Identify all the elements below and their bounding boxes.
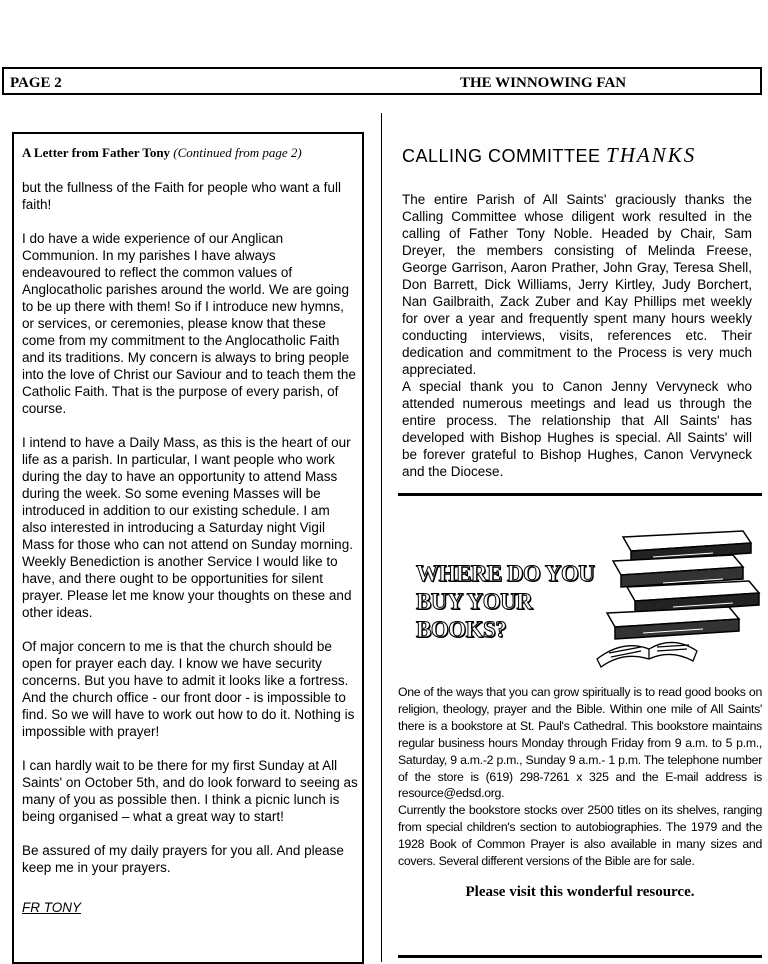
letter-paragraph: I do have a wide experience of our Anglican Communion. In my parishes I have always endeavoured to reflect the common values of Anglocatholic parishes around the world. We are going to be up there with them! So if I introduce new hymns, or services, or ceremonies, please know that these come from my commitment to the Anglocatholic Faith and its traditions. My concern is always to bring people into the love of Christ our Saviour and to teach them the Catholic Faith. That is the purpose of every parish, of course.: [22, 231, 356, 416]
books-paragraph: Currently the bookstore stocks over 2500 titles on its shelves, ranging from special children's section to autobiographies. The 1979 and the 1928 Book of Common Prayer is also available in many sizes and covers. Several different versions of the Bible are for sale.: [398, 803, 762, 869]
calling-committee-heading: [402, 143, 696, 168]
books-heading: [416, 560, 594, 644]
letter-paragraph: I can hardly wait to be there for my first Sunday at All Saints' on October 5th, and do look forward to seeing as many of you as possible then. I think a picnic lunch is being organised – what a great way to start!: [22, 758, 358, 824]
stack-of-books-icon: [593, 527, 765, 672]
letter-paragraph: I intend to have a Daily Mass, as this is the heart of our life as a parish. In particular, I want people who work during the day to have an opportunity to attend Mass during the week. So some evening Masses will be introduced in addition to our existing schedule. I am also interested in introducing a Saturday night Vigil Mass for those who can not attend on Sunday morning. Weekly Benediction is another Service I would like to have, and there ought to be opportunities for silent prayer. Please let me know your thoughts on these and other ideas.: [22, 435, 353, 620]
letter-paragraph: Of major concern to me is that the church should be open for prayer each day. I know we have security concerns. But you have to admit it looks like a fortress. And the church office - our front door - is impossible to find. So we will have to work out how to do it. Nothing is impossible with prayer!: [22, 639, 355, 739]
books-body: [398, 684, 762, 870]
continued-note: (Continued from page 2): [173, 145, 302, 160]
letter-paragraph: but the fullness of the Faith for people who want a full faith!: [22, 180, 341, 212]
letter-title: [22, 144, 358, 161]
page-number: PAGE 2: [10, 75, 62, 91]
letter-title-text: A Letter from Father Tony: [22, 145, 171, 160]
section-rule: [398, 955, 762, 958]
newsletter-title: THE WINNOWING FAN: [460, 75, 627, 91]
books-paragraph: One of the ways that you can grow spiritually is to read good books on religion, theology, prayer and the Bible. Within one mile of All Saints' there is a bookstore at St. Paul's Cathedral. This bookstore maintains regular business hours Monday through Friday from 9 a.m. to 5 p.m., Saturday, 9 a.m.-2 p.m., Sunday 9 a.m.- 1 p.m. The telephone number of the store is (619) 298-7261 x 325 and the E-mail address is resource@edsd.org.: [398, 685, 762, 801]
books-heading-line: BOOKS?: [416, 617, 507, 642]
letter-signoff[interactable]: FR TONY: [22, 900, 82, 915]
letter-box: [12, 132, 364, 964]
calling-paragraph: A special thank you to Canon Jenny Vervyneck who attended numerous meetings and lead us through the entire process. The relationship that All Saints' has developed with Bishop Hughes is special. All Saints' will be forever grateful to Bishop Hughes, Canon Vervyneck and the Diocese.: [402, 379, 752, 479]
letter-content: [22, 144, 358, 916]
books-closing: Please visit this wonderful resource.: [465, 884, 695, 900]
books-heading-line: WHERE DO YOU: [416, 561, 595, 586]
letter-paragraph: Be assured of my daily prayers for you all. And please keep me in your prayers.: [22, 843, 344, 875]
books-heading-line: BUY YOUR: [416, 589, 533, 614]
column-divider: [381, 113, 382, 962]
page-header: [2, 67, 762, 95]
calling-committee-body: [402, 191, 752, 480]
calling-heading-accent: THANKS: [606, 143, 697, 167]
calling-paragraph: The entire Parish of All Saints' graciously thanks the Calling Committee whose diligent work resulted in the calling of Father Tony Noble. Headed by Chair, Sam Dreyer, the members consisting of Melinda Freese, George Garrison, Aaron Prather, John Gray, Teresa Shell, Don Barrett, Dick Williams, Jerry Kirtley, Judy Borchert, Nan Gailbraith, Zack Zuber and Kay Phillips met weekly for over a year and frequently spent many hours weekly conducting interviews, visits, references etc. Their dedication and commitment to the Process is very much appreciated.: [402, 192, 752, 377]
calling-heading-main: CALLING COMMITTEE: [402, 146, 601, 166]
section-rule: [398, 493, 762, 496]
